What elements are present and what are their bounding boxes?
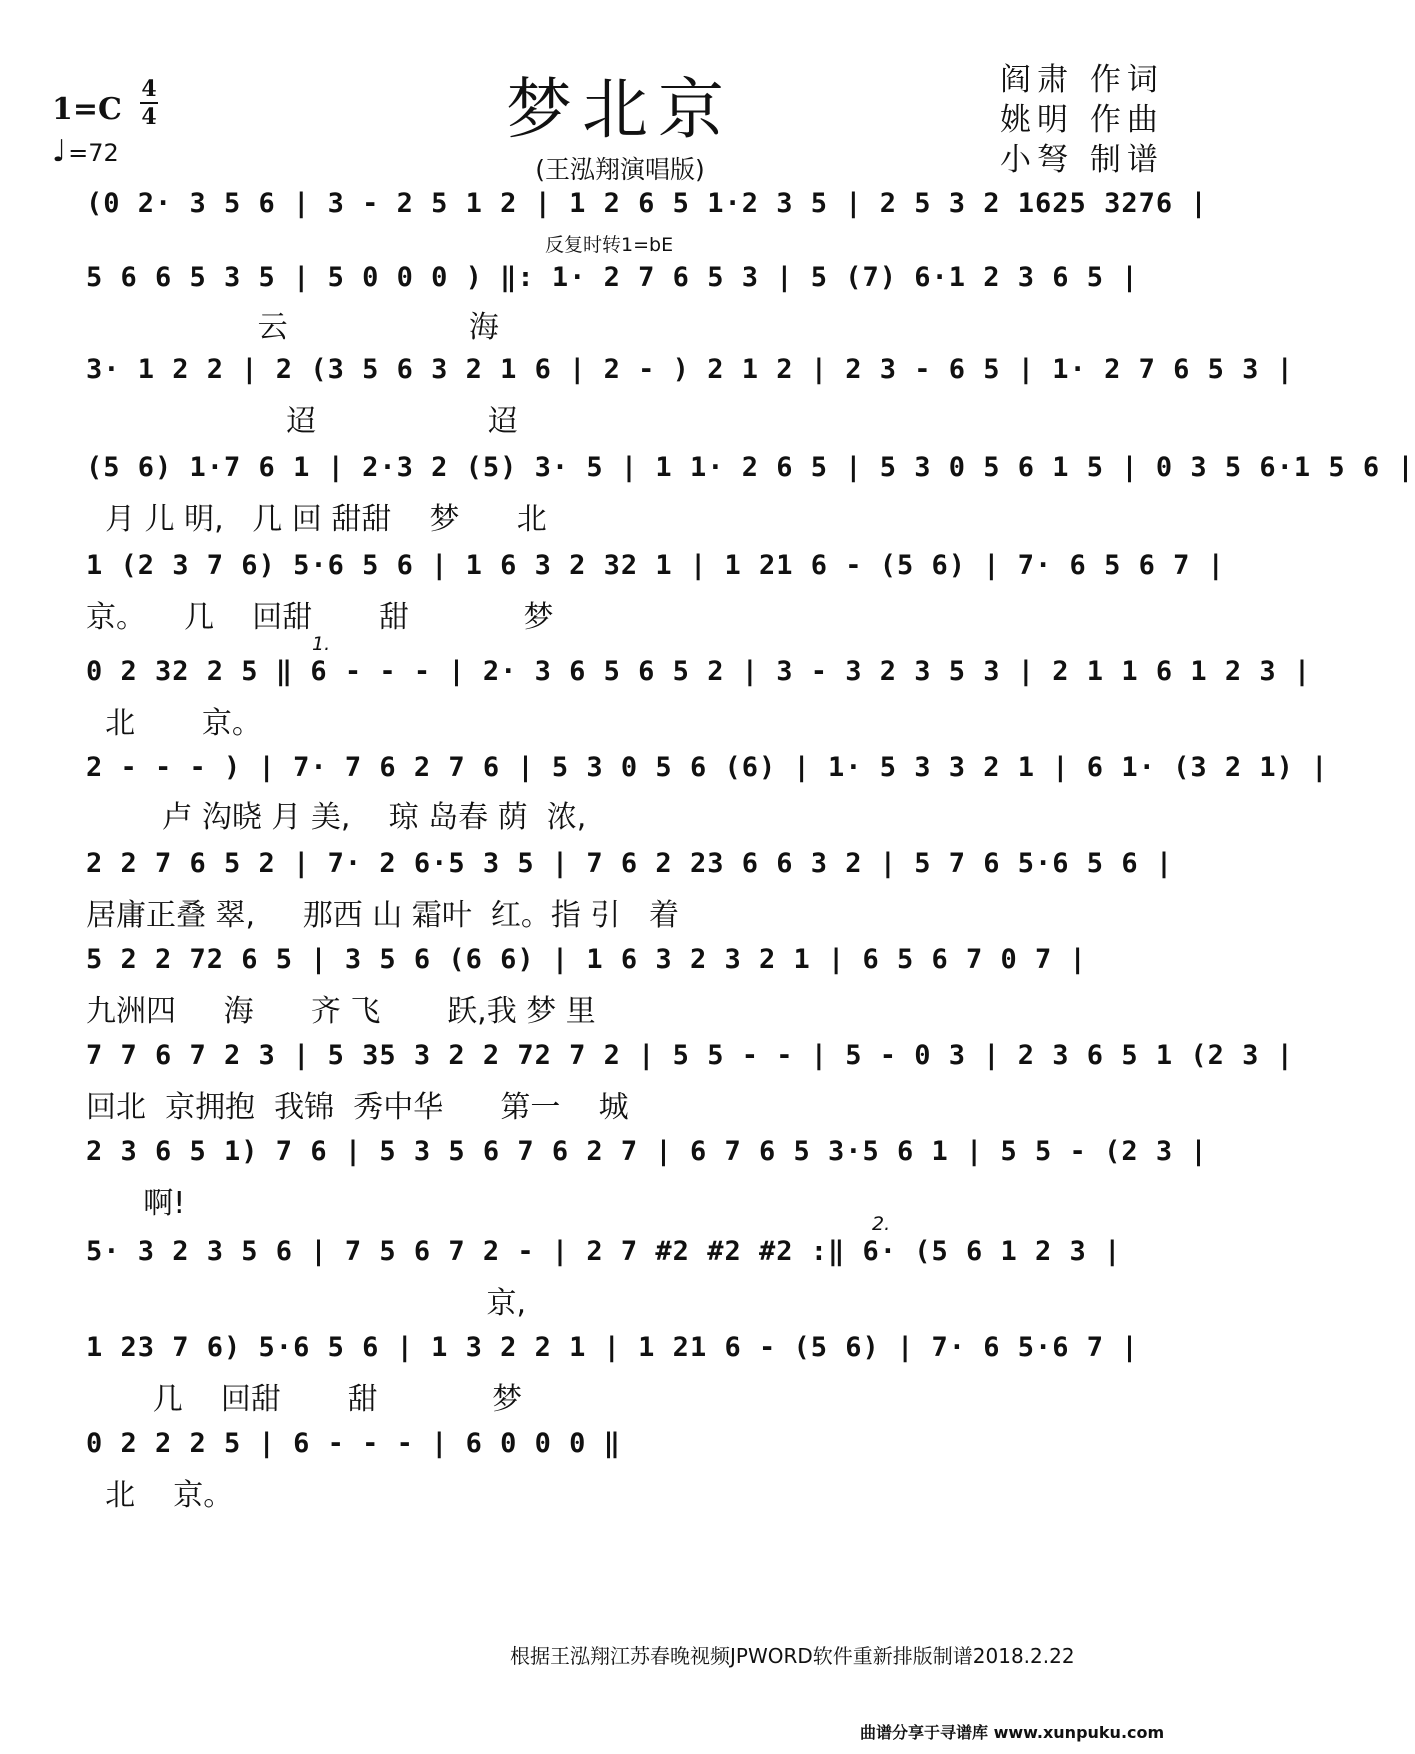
- score-row-2-lyric: 云 海: [86, 310, 499, 345]
- score-row-10-notes: 7 7 6 7 2 3 | 5 35 3 2 2 72 7 2 | 5 5 - - | 5 - 0 3 | 2 3 6 5 1 (2 3 |: [86, 1040, 1294, 1071]
- score-row-7-lyric: 卢 沟晓 月 美, 琼 岛春 荫 浓,: [86, 800, 587, 835]
- key-signature: 1=C: [52, 92, 122, 127]
- score-row-9-lyric: 九洲四 海 齐 飞 跃,我 梦 里: [86, 994, 596, 1029]
- score-row-2-notes: 5 6 6 5 3 5 | 5 0 0 0 ) ‖: 1· 2 7 6 5 3 | 5 (7) 6·1 2 3 6 5 |: [86, 262, 1139, 293]
- score-row-9-notes: 5 2 2 72 6 5 | 3 5 6 (6 6) | 1 6 3 2 3 2 1 | 6 5 6 7 0 7 |: [86, 944, 1087, 975]
- transcription-note: 根据王泓翔江苏春晚视频JPWORD软件重新排版制谱2018.2.22: [510, 1644, 1075, 1668]
- tempo-value: =72: [68, 139, 119, 167]
- score-row-14-lyric: 北 京。: [86, 1478, 234, 1513]
- song-subtitle: (王泓翔演唱版): [535, 155, 705, 184]
- score-row-5-lyric: 京。 几 回甜 甜 梦: [86, 600, 554, 635]
- score-row-6-lyric: 北 京。: [86, 706, 262, 741]
- meter-top: 4: [141, 76, 157, 102]
- score-row-3-lyric: 迢 迢: [86, 404, 518, 439]
- repeat-key-change-hint: 反复时转1=bE: [545, 234, 674, 256]
- tempo-marking: [52, 134, 119, 169]
- score-row-1-notes: (0 2· 3 5 6 | 3 - 2 5 1 2 | 1 2 6 5 1·2 3 5 | 2 5 3 2 1625 3276 |: [86, 188, 1208, 219]
- meter-bottom: 4: [141, 104, 157, 130]
- second-ending-label: 2.: [872, 1213, 891, 1235]
- score-row-13-lyric: 几 回甜 甜 梦: [86, 1382, 523, 1417]
- score-row-13-notes: 1 23 7 6) 5·6 5 6 | 1 3 2 2 1 | 1 21 6 - (5 6) | 7· 6 5·6 7 |: [86, 1332, 1139, 1363]
- time-signature: [140, 78, 158, 128]
- score-row-8-lyric: 居庸正叠 翠, 那西 山 霜叶 红。指 引 着: [86, 898, 680, 933]
- score-row-3-notes: 3· 1 2 2 | 2 (3 5 6 3 2 1 6 | 2 - ) 2 1 2 | 2 3 - 6 5 | 1· 2 7 6 5 3 |: [86, 354, 1294, 385]
- score-row-4-lyric: 月 儿 明, 几 回 甜甜 梦 北: [86, 502, 547, 537]
- credit-lyricist: 阎肃 作词: [1000, 62, 1164, 98]
- first-ending-label: 1.: [312, 633, 331, 655]
- credit-composer: 姚明 作曲: [1000, 102, 1164, 138]
- score-row-11-lyric: 啊!: [86, 1186, 186, 1221]
- score-row-14-notes: 0 2 2 2 5 | 6 - - - | 6 0 0 0 ‖: [86, 1428, 621, 1459]
- site-watermark: 曲谱分享于寻谱库 www.xunpuku.com: [860, 1723, 1165, 1742]
- score-row-12-lyric: 京,: [86, 1286, 527, 1321]
- song-title: 梦北京: [506, 71, 734, 148]
- score-row-10-lyric: 回北 京拥抱 我锦 秀中华 第一 城: [86, 1090, 629, 1125]
- score-row-6-notes: 0 2 32 2 5 ‖ 6 - - - | 2· 3 6 5 6 5 2 | 3 - 3 2 3 5 3 | 2 1 1 6 1 2 3 |: [86, 656, 1312, 687]
- score-row-8-notes: 2 2 7 6 5 2 | 7· 2 6·5 3 5 | 7 6 2 23 6 6 3 2 | 5 7 6 5·6 5 6 |: [86, 848, 1174, 879]
- score-row-11-notes: 2 3 6 5 1) 7 6 | 5 3 5 6 7 6 2 7 | 6 7 6 5 3·5 6 1 | 5 5 - (2 3 |: [86, 1136, 1208, 1167]
- score-row-4-notes: (5 6) 1·7 6 1 | 2·3 2 (5) 3· 5 | 1 1· 2 6 5 | 5 3 0 5 6 1 5 | 0 3 5 6·1 5 6 |: [86, 452, 1415, 483]
- credit-transcriber: 小弩 制谱: [1000, 142, 1164, 178]
- score-row-7-notes: 2 - - - ) | 7· 7 6 2 7 6 | 5 3 0 5 6 (6) | 1· 5 3 3 2 1 | 6 1· (3 2 1) |: [86, 752, 1329, 783]
- score-row-12-notes: 5· 3 2 3 5 6 | 7 5 6 7 2 - | 2 7 #2 #2 #2 :‖ 6· (5 6 1 2 3 |: [86, 1236, 1122, 1267]
- score-row-5-notes: 1 (2 3 7 6) 5·6 5 6 | 1 6 3 2 32 1 | 1 21 6 - (5 6) | 7· 6 5 6 7 |: [86, 550, 1225, 581]
- quarter-note-icon: ♩: [52, 134, 67, 169]
